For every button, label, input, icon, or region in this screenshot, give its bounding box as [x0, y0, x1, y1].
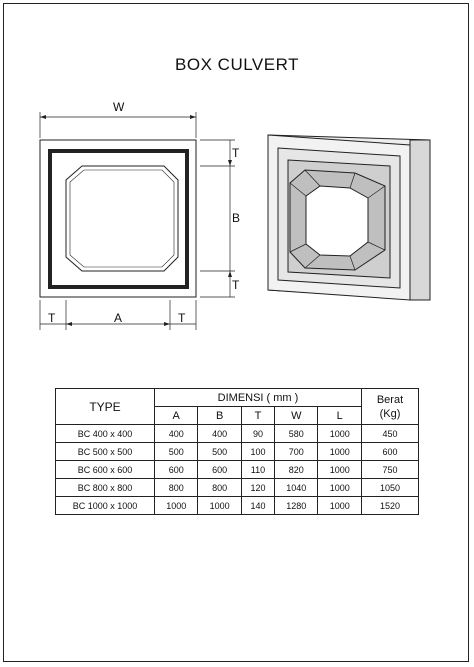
cell-b: 500	[198, 443, 241, 461]
cell-l: 1000	[318, 443, 362, 461]
header-berat-line1: Berat	[376, 393, 404, 406]
cell-b: 400	[198, 425, 241, 443]
header-col-b: B	[198, 407, 241, 425]
cell-w: 700	[275, 443, 318, 461]
cell-type: BC 400 x 400	[56, 425, 155, 443]
dim-label-a: A	[114, 311, 123, 325]
cell-berat: 450	[362, 425, 419, 443]
cell-w: 1280	[275, 497, 318, 515]
cell-a: 1000	[155, 497, 198, 515]
cell-berat: 1520	[362, 497, 419, 515]
cell-a: 600	[155, 461, 198, 479]
table-row	[56, 425, 419, 443]
cell-l: 1000	[318, 461, 362, 479]
cell-type: BC 800 x 800	[56, 479, 155, 497]
spec-table	[55, 388, 419, 515]
header-col-l: L	[318, 407, 362, 425]
cell-type: BC 500 x 500	[56, 443, 155, 461]
cell-b: 1000	[198, 497, 241, 515]
dim-label-t-left: T	[48, 311, 56, 325]
cell-a: 500	[155, 443, 198, 461]
cell-t: 120	[241, 479, 274, 497]
cell-berat: 750	[362, 461, 419, 479]
dim-label-w: W	[113, 100, 125, 114]
header-berat	[362, 389, 419, 425]
perspective-view	[268, 135, 430, 300]
header-col-t: T	[241, 407, 274, 425]
cell-t: 100	[241, 443, 274, 461]
cell-b: 800	[198, 479, 241, 497]
cell-b: 600	[198, 461, 241, 479]
cell-berat: 1050	[362, 479, 419, 497]
header-col-a: A	[155, 407, 198, 425]
cell-t: 110	[241, 461, 274, 479]
table-row	[56, 479, 419, 497]
dim-label-t-top: T	[232, 146, 240, 160]
header-berat-line2: (Kg)	[379, 407, 401, 420]
dim-label-t-bottom: T	[232, 278, 240, 292]
cell-w: 820	[275, 461, 318, 479]
dim-label-t-right: T	[178, 311, 186, 325]
cell-l: 1000	[318, 497, 362, 515]
cell-a: 800	[155, 479, 198, 497]
table-row	[56, 497, 419, 515]
cell-l: 1000	[318, 425, 362, 443]
cell-t: 140	[241, 497, 274, 515]
header-type: TYPE	[56, 389, 155, 425]
cell-t: 90	[241, 425, 274, 443]
cell-a: 400	[155, 425, 198, 443]
cell-l: 1000	[318, 479, 362, 497]
table-row	[56, 443, 419, 461]
cell-type: BC 600 x 600	[56, 461, 155, 479]
dim-label-b: B	[232, 211, 241, 225]
cell-berat: 600	[362, 443, 419, 461]
cell-w: 580	[275, 425, 318, 443]
table-row	[56, 461, 419, 479]
front-view	[40, 112, 235, 330]
page-title: BOX CULVERT	[175, 55, 299, 74]
cell-type: BC 1000 x 1000	[56, 497, 155, 515]
header-dimensi: DIMENSI ( mm )	[155, 389, 362, 407]
cell-w: 1040	[275, 479, 318, 497]
header-col-w: W	[275, 407, 318, 425]
